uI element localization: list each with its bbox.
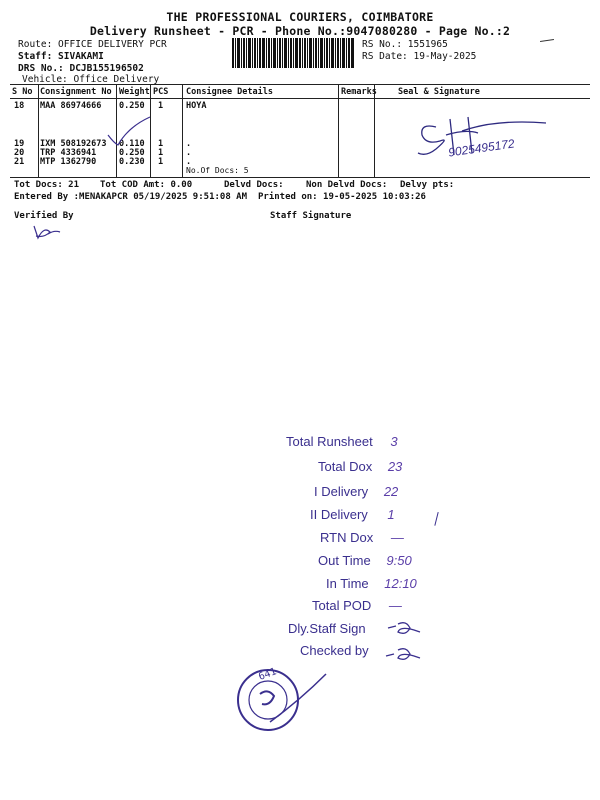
stamp-label: Total Dox — [318, 459, 373, 474]
col-header-pcs: PCS — [153, 87, 169, 97]
stamp-total-runsheet — [286, 434, 398, 449]
staff-label: Staff: SIVAKAMI — [18, 51, 104, 62]
stamp-value: 22 — [383, 484, 399, 499]
checked-sign-icon — [384, 642, 424, 666]
stamp-dly-staff-sign — [288, 621, 366, 636]
non-delvd-docs: Non Delvd Docs: — [306, 180, 388, 190]
stamp-label: RTN Dox — [320, 530, 374, 545]
row-sno: 20 — [14, 148, 25, 158]
col-divider — [182, 85, 183, 177]
stamp-label: Dly.Staff Sign — [288, 621, 366, 636]
pen-mark — [434, 512, 439, 526]
row-weight: 0.250 — [119, 101, 145, 111]
stamp-value: — — [390, 530, 404, 545]
col-header-seal: Seal & Signature — [398, 87, 480, 97]
delvd-docs: Delvd Docs: — [224, 180, 284, 190]
tick-mark — [106, 115, 152, 147]
stamp-label: In Time — [326, 576, 369, 591]
stamp-rtn-dox — [320, 530, 404, 545]
pen-mark — [540, 39, 554, 42]
row-pcs: 1 — [158, 139, 164, 149]
row-sno: 18 — [14, 101, 25, 111]
row-weight: 0.250 — [119, 148, 145, 158]
signature-icon — [406, 109, 556, 165]
col-header-remarks: Remarks — [341, 87, 377, 97]
dly-sign-icon — [384, 616, 424, 640]
round-seal-icon — [230, 660, 330, 740]
runsheet-title: Delivery Runsheet - PCR - Phone No.:9047080280 - Page No.:2 — [89, 24, 511, 38]
stamp-i-delivery — [314, 484, 398, 499]
stamp-label: I Delivery — [314, 484, 369, 499]
initials-icon — [30, 220, 62, 242]
col-divider — [374, 85, 375, 177]
entered-by: Entered By :MENAKAPCR 05/19/2025 9:51:08 AM — [14, 192, 247, 202]
row-sno: 21 — [14, 157, 25, 167]
col-header-weight: Weight — [119, 87, 150, 97]
stamp-label: Out Time — [318, 553, 371, 568]
route-label: Route: OFFICE DELIVERY PCR — [18, 39, 167, 50]
stamp-value: 1 — [387, 507, 395, 522]
row-weight: 0.110 — [119, 139, 145, 149]
row-sno: 19 — [14, 139, 25, 149]
runsheet-table — [10, 84, 590, 178]
row-consignee: . — [186, 157, 192, 167]
rs-number: RS No.: 1551965 — [362, 39, 448, 50]
tot-cod-amt: Tot COD Amt: 0.00 — [100, 180, 193, 190]
company-title: THE PROFESSIONAL COURIERS, COIMBATORE — [166, 10, 434, 24]
printed-on: Printed on: 19-05-2025 10:03:26 — [258, 192, 426, 202]
signature-phone: 9025495172 — [447, 136, 516, 160]
stamp-value: 23 — [387, 459, 403, 474]
stamp-ii-delivery — [310, 507, 395, 522]
drs-number: DRS No.: DCJB155196502 — [18, 63, 144, 74]
stamp-label: Total POD — [312, 598, 372, 613]
row-pcs: 1 — [158, 157, 164, 167]
col-header-consignment: Consignment No — [40, 87, 112, 97]
stamp-out-time — [318, 553, 412, 568]
vehicle-label: Vehicle: Office Delivery — [22, 74, 160, 85]
col-header-consignee: Consignee Details — [186, 87, 273, 97]
tot-docs: Tot Docs: 21 — [14, 180, 80, 190]
barcode — [232, 38, 354, 68]
header-divider — [10, 98, 590, 99]
no-of-docs: No.Of Docs: 5 — [186, 166, 249, 175]
row-consignee: HOYA — [186, 101, 207, 111]
row-consignment: MAA 86974666 — [40, 101, 102, 111]
delvy-pts: Delvy pts: — [400, 180, 455, 190]
rs-date: RS Date: 19-May-2025 — [362, 51, 477, 62]
stamp-label: Checked by — [300, 643, 369, 658]
row-pcs: 1 — [158, 101, 164, 111]
col-header-sno: S No — [12, 87, 33, 97]
stamp-label: II Delivery — [310, 507, 368, 522]
row-consignment: TRP 4336941 — [40, 148, 97, 158]
stamp-label: Total Runsheet — [286, 434, 373, 449]
row-consignment: MTP 1362790 — [40, 157, 97, 167]
col-divider — [338, 85, 339, 177]
seal-text: 641 — [257, 666, 278, 683]
stamp-in-time — [326, 576, 417, 591]
row-consignee: . — [186, 139, 192, 149]
stamp-checked-by — [300, 643, 369, 658]
row-pcs: 1 — [158, 148, 164, 158]
row-weight: 0.230 — [119, 157, 145, 167]
stamp-value: — — [388, 598, 402, 613]
row-consignee: . — [186, 148, 192, 158]
col-divider — [38, 85, 39, 177]
staff-signature-label: Staff Signature — [270, 211, 352, 221]
verified-by: Verified By — [14, 211, 74, 221]
row-consignment: IXM 508192673 — [40, 139, 107, 149]
stamp-value: 12:10 — [384, 576, 417, 591]
stamp-total-dox — [318, 459, 402, 474]
stamp-total-pod — [312, 598, 402, 613]
stamp-value: 3 — [390, 434, 398, 449]
stamp-value: 9:50 — [386, 553, 412, 568]
